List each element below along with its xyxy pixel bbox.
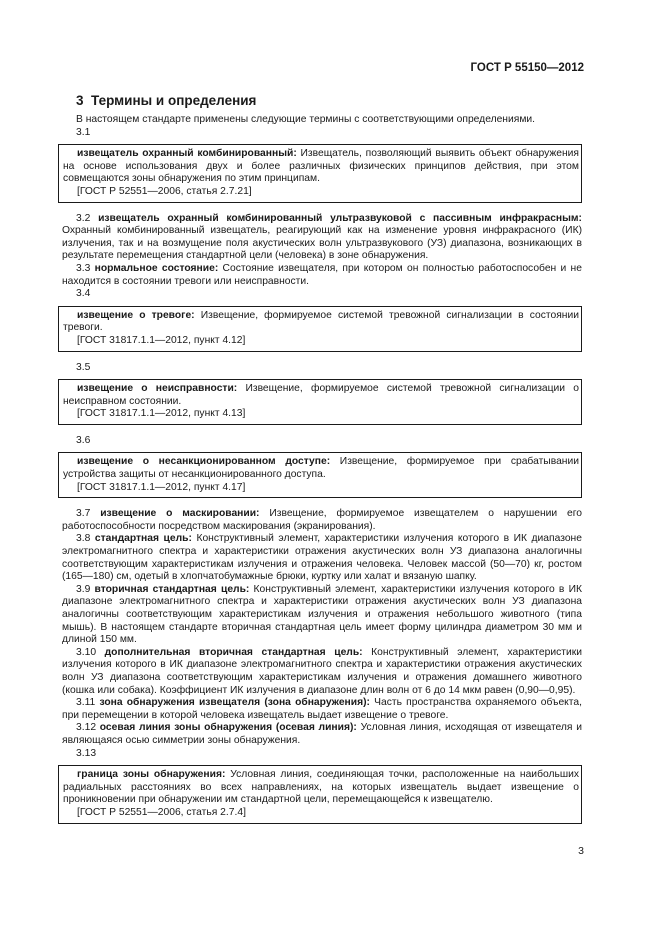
- term-reference: [ГОСТ 31817.1.1—2012, пункт 4.13]: [77, 408, 246, 420]
- term-definition: Извещение, формируемое системой тревожной сигнализации в состоянии тревоги.: [63, 309, 580, 334]
- term-title: граница зоны обнаружения:: [77, 769, 226, 781]
- term-number: 3.7: [76, 508, 91, 520]
- term-box: [58, 144, 582, 202]
- term-box: [58, 379, 582, 425]
- section-title: Термины и определения: [91, 93, 257, 108]
- term-paragraph: [62, 697, 582, 722]
- term-number: 3.13: [76, 747, 97, 759]
- term-title: извещение о тревоге:: [77, 309, 195, 321]
- term-title: дополнительная вторичная стандартная цель:: [104, 646, 363, 658]
- term-box: [58, 452, 582, 498]
- term-definition: Условная линия, исходящая от извещателя и являющаяся осью симметрии зоны обнаружения.: [62, 722, 582, 746]
- term-definition: Извещение, формируемое извещателем о нарушении его работоспособности посредством маскирования (экранирования).: [62, 508, 582, 532]
- term-title: извещение о маскировании:: [100, 508, 260, 520]
- term-definition: Извещение, формируемое системой тревожной сигнализации о неисправном состоянии.: [63, 383, 579, 407]
- term-definition: Конструктивный элемент, характеристики излучения которого в ИК диапазоне электромагнитного спектра и характеристики отражения акустических волн УЗ диапазона соответствующим характеристикам излучения и отражения домашнего животного (кошка или собака). Коэффициент ИК излучения в диапазоне длин волн от 6 до 14 мкм равен (0,90—0,95).: [62, 646, 582, 696]
- term-reference: [ГОСТ 31817.1.1—2012, пункт 4.17]: [77, 481, 246, 493]
- terms-content: [62, 114, 582, 834]
- term-paragraph: [62, 533, 582, 583]
- term-number: 3.1: [76, 126, 91, 138]
- term-title: вторичная стандартная цель:: [94, 583, 250, 595]
- term-title: стандартная цель:: [94, 533, 192, 545]
- term-reference: [ГОСТ Р 52551—2006, статья 2.7.21]: [77, 185, 252, 197]
- term-definition: Охранный комбинированный извещатель, реагирующий как на изменение уровня инфракрасного (ИК) излучения, так и на возмущение поля акустических волн ультразвукового (УЗ) диапазона, возникающих в результате перемещения стандартной цели (человека) в зоне обнаружения.: [62, 225, 582, 262]
- section-heading: [76, 93, 256, 108]
- term-title: извещатель охранный комбинированный:: [77, 148, 297, 160]
- term-box: [58, 306, 582, 352]
- term-definition: Часть пространства охраняемого объекта, при перемещении в которой человека извещатель выдает извещение о тревоге.: [62, 697, 582, 721]
- term-paragraph: [62, 722, 582, 747]
- term-paragraph: [62, 508, 582, 533]
- term-definition: Условная линия, соединяющая точки, расположенные на наибольших радиальных расстояниях во всех направлениях, на которых извещатель выдает извещение о проникновении при обнаружении им стандартной цели, перемещающейся к извещателю.: [63, 769, 579, 806]
- term-number: 3.2: [76, 212, 91, 224]
- term-title: нормальное состояние:: [94, 262, 219, 274]
- term-definition: Извещение, формируемое при срабатывании устройства защиты от несанкционированного доступа.: [63, 456, 579, 481]
- term-paragraph: [62, 263, 582, 288]
- term-paragraph: [62, 213, 582, 263]
- term-number: 3.5: [76, 361, 91, 373]
- standard-header: ГОСТ Р 55150—2012: [470, 62, 584, 74]
- term-definition: Конструктивный элемент, характеристики излучения которого в ИК диапазоне электромагнитного спектра и характеристики отражения акустических волн УЗ диапазона аналогичны соответствующим характеристикам излучения и отражения небольшого животного (типа мышь). В настоящем стандарте вторичная стандартная цель имеет форму цилиндра диаметром 30 мм и длиной 150 мм.: [62, 583, 582, 646]
- term-number: 3.4: [76, 288, 91, 300]
- term-reference: [ГОСТ Р 52551—2006, статья 2.7.4]: [77, 806, 246, 818]
- term-number: 3.6: [76, 434, 91, 446]
- term-title: зона обнаружения извещателя (зона обнаружения):: [99, 697, 370, 709]
- term-number: 3.9: [76, 583, 91, 595]
- term-number: 3.12: [76, 722, 97, 734]
- term-number: 3.8: [76, 533, 91, 545]
- term-title: осевая линия зоны обнаружения (осевая линия):: [99, 722, 357, 734]
- term-definition: Извещатель, позволяющий выявить объект обнаружения на основе использования двух и более различных физических принципов действия, при этом совмещаются зоны обнаружения по этим принципам.: [63, 148, 579, 185]
- section-number: 3: [76, 93, 84, 108]
- term-box: [58, 765, 582, 823]
- term-reference: [ГОСТ 31817.1.1—2012, пункт 4.12]: [77, 334, 246, 346]
- intro-paragraph: В настоящем стандарте применены следующие термины с соответствующими определениями.: [76, 114, 536, 125]
- term-number: 3.10: [76, 646, 97, 658]
- term-title: извещение о неисправности:: [77, 383, 238, 395]
- term-number: 3.3: [76, 262, 91, 274]
- term-title: извещатель охранный комбинированный ультразвуковой с пассивным инфракрасным:: [98, 212, 582, 224]
- term-definition: Конструктивный элемент, характеристики излучения которого в ИК диапазоне электромагнитного спектра и характеристики отражения акустических волн УЗ диапазона аналогичны соответствующим характеристикам излучения и отражения человека. Человек массой (50—70) кг, ростом (165—180) см, одетый в хлопчатобумажные брюки, куртку или халат и вязаную шапку.: [62, 533, 582, 583]
- term-number: 3.11: [76, 697, 96, 709]
- term-paragraph: [62, 647, 582, 697]
- term-paragraph: [62, 584, 582, 647]
- term-definition: Состояние извещателя, при котором он полностью работоспособен и не находится в состоянии тревоги или неисправности.: [62, 262, 582, 287]
- page-number: 3: [578, 845, 584, 857]
- term-title: извещение о несанкционированном доступе:: [77, 456, 331, 468]
